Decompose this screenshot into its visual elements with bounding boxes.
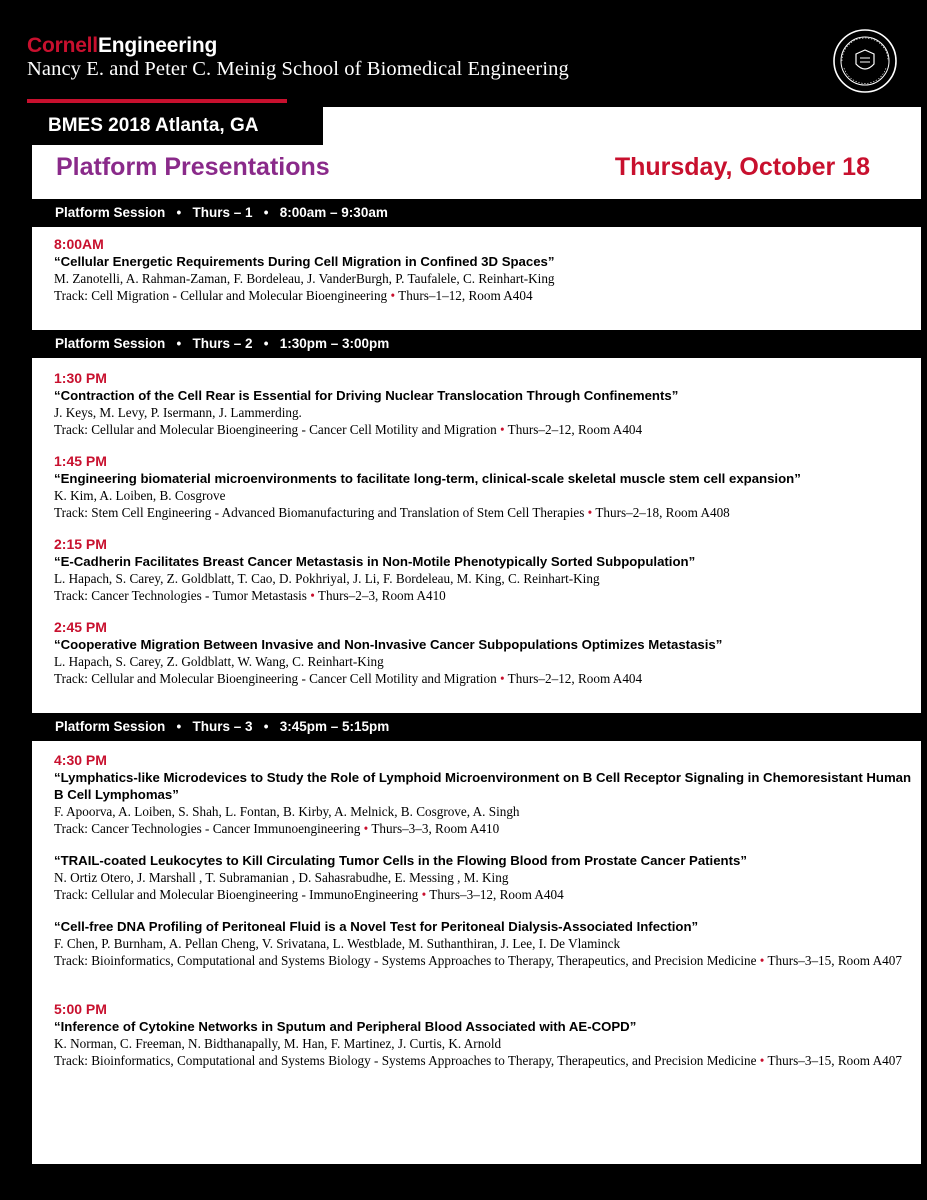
presentation — [54, 918, 914, 969]
presentation-time: 2:15 PM — [54, 536, 107, 552]
presentation-title: “Contraction of the Cell Rear is Essential for Driving Nuclear Translocation Through Confinements” — [54, 388, 679, 403]
presentation — [54, 453, 914, 521]
presentation-time: 1:30 PM — [54, 370, 107, 386]
presentation-track: Track: Bioinformatics, Computational and Systems Biology - Systems Approaches to Therapy, Therapeutics, and Precision Medicine • Thurs–3–15, Room A407 — [54, 1053, 902, 1068]
presentation-title: “Lymphatics-like Microdevices to Study the Role of Lymphoid Microenvironment on B Cell Receptor Signaling in Chemoresistant Human B Cell Lymphomas” — [54, 770, 912, 802]
presentation — [54, 752, 914, 837]
presentation-track: Track: Cell Migration - Cellular and Molecular Bioengineering • Thurs–1–12, Room A404 — [54, 288, 533, 303]
presentation-authors: M. Zanotelli, A. Rahman-Zaman, F. Bordeleau, J. VanderBurgh, P. Taufalele, C. Reinhart-King — [54, 271, 555, 286]
presentation-time: 8:00AM — [54, 236, 104, 252]
presentation-authors: L. Hapach, S. Carey, Z. Goldblatt, T. Cao, D. Pokhriyal, J. Li, F. Bordeleau, M. King, C. Reinhart-King — [54, 571, 600, 586]
presentation-title: “Cooperative Migration Between Invasive and Non-Invasive Cancer Subpopulations Optimizes Metastasis” — [54, 637, 723, 652]
event-badge: BMES 2018 Atlanta, GA — [32, 107, 323, 145]
presentation-time: 1:45 PM — [54, 453, 107, 469]
school-name: Nancy E. and Peter C. Meinig School of Biomedical Engineering — [27, 58, 569, 80]
cornell-university-seal-icon — [832, 28, 898, 94]
presentation-track: Track: Cellular and Molecular Bioengineering - ImmunoEngineering • Thurs–3–12, Room A404 — [54, 887, 564, 902]
presentation-title: “Engineering biomaterial microenvironments to facilitate long-term, clinical-scale skeletal muscle stem cell expansion” — [54, 471, 801, 486]
presentation-authors: J. Keys, M. Levy, P. Isermann, J. Lammerding. — [54, 405, 302, 420]
presentation-track: Track: Cancer Technologies - Cancer Immunoengineering • Thurs–3–3, Room A410 — [54, 821, 500, 836]
presentation-time: 5:00 PM — [54, 1001, 107, 1017]
presentation-title: “Inference of Cytokine Networks in Sputum and Peripheral Blood Associated with AE-COPD” — [54, 1019, 637, 1034]
session-header: Platform Session • Thurs – 3 • 3:45pm – 5:15pm — [32, 713, 921, 741]
presentation-title: “Cell-free DNA Profiling of Peritoneal Fluid is a Novel Test for Peritoneal Dialysis-Associated Infection” — [54, 919, 699, 934]
red-accent-bar — [27, 99, 287, 103]
presentation — [54, 536, 914, 604]
presentation-track: Track: Cellular and Molecular Bioengineering - Cancer Cell Motility and Migration • Thurs–2–12, Room A404 — [54, 671, 643, 686]
presentation — [54, 236, 914, 304]
presentation-authors: L. Hapach, S. Carey, Z. Goldblatt, W. Wang, C. Reinhart-King — [54, 654, 384, 669]
presentation-title: “Cellular Energetic Requirements During Cell Migration in Confined 3D Spaces” — [54, 254, 555, 269]
page-date: Thursday, October 18 — [614, 153, 870, 181]
presentation — [54, 852, 914, 903]
session-header: Platform Session • Thurs – 1 • 8:00am – 9:30am — [32, 199, 921, 227]
presentation-authors: F. Chen, P. Burnham, A. Pellan Cheng, V. Srivatana, L. Westblade, M. Suthanthiran, J. Lee, I. De Vlaminck — [54, 936, 621, 951]
presentation-title: “TRAIL-coated Leukocytes to Kill Circulating Tumor Cells in the Flowing Blood from Prostate Cancer Patients” — [54, 853, 747, 868]
cornell-engineering-logo: CornellEngineering — [27, 34, 218, 57]
presentation-authors: K. Kim, A. Loiben, B. Cosgrove — [54, 488, 226, 503]
presentation-track: Track: Cancer Technologies - Tumor Metastasis • Thurs–2–3, Room A410 — [54, 588, 446, 603]
presentation-track: Track: Cellular and Molecular Bioengineering - Cancer Cell Motility and Migration • Thurs–2–12, Room A404 — [54, 422, 643, 437]
presentation — [54, 619, 914, 687]
header — [0, 0, 927, 100]
presentation-authors: K. Norman, C. Freeman, N. Bidthanapally, M. Han, F. Martinez, J. Curtis, K. Arnold — [54, 1036, 502, 1051]
presentation-track: Track: Bioinformatics, Computational and Systems Biology - Systems Approaches to Therapy, Therapeutics, and Precision Medicine • Thurs–3–15, Room A407 — [54, 953, 902, 968]
presentation — [54, 1001, 914, 1069]
presentation-title: “E-Cadherin Facilitates Breast Cancer Metastasis in Non-Motile Phenotypically Sorted Subpopulation” — [54, 554, 696, 569]
presentation-track: Track: Stem Cell Engineering - Advanced Biomanufacturing and Translation of Stem Cell Therapies • Thurs–2–18, Room A408 — [54, 505, 730, 520]
page-title: Platform Presentations — [56, 153, 330, 181]
presentation-time: 2:45 PM — [54, 619, 107, 635]
presentation-time: 4:30 PM — [54, 752, 107, 768]
session-header: Platform Session • Thurs – 2 • 1:30pm – 3:00pm — [32, 330, 921, 358]
presentation-authors: F. Apoorva, A. Loiben, S. Shah, L. Fontan, B. Kirby, A. Melnick, B. Cosgrove, A. Singh — [54, 804, 520, 819]
presentation — [54, 370, 914, 438]
presentation-authors: N. Ortiz Otero, J. Marshall , T. Subramanian , D. Sahasrabudhe, E. Messing , M. King — [54, 870, 509, 885]
